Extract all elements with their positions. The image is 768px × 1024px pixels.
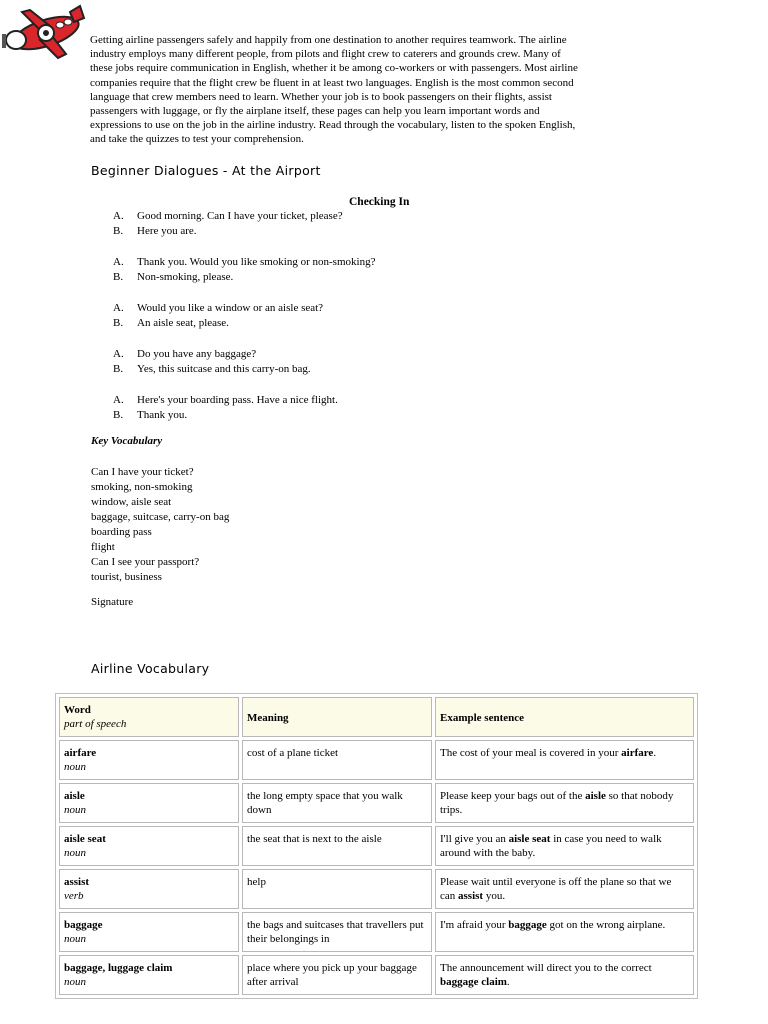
speaker-label: B. [113, 225, 124, 237]
part-of-speech: noun [64, 761, 86, 773]
speaker-label: A. [113, 210, 124, 222]
example-keyword: aisle [585, 790, 606, 802]
speaker-label: A. [113, 348, 124, 360]
dialogue-text: Thank you. Would you like smoking or non-smoking? [137, 256, 376, 268]
example-cell [435, 869, 694, 909]
table-header-row [59, 697, 694, 737]
word: baggage [64, 919, 103, 931]
intro-line: passengers with luggage, or fly the airplane itself, these pages can help you learn important words and [90, 105, 540, 118]
dialogue-line [113, 301, 533, 316]
meaning-cell: place where you pick up your baggage after arrival [242, 955, 432, 995]
intro-paragraph [90, 33, 675, 147]
word: baggage, luggage claim [64, 962, 173, 974]
table-row [59, 826, 694, 866]
key-vocabulary-item: window, aisle seat [91, 496, 172, 508]
part-of-speech: noun [64, 933, 86, 945]
example-text: I'll give you an [440, 833, 509, 845]
table-row [59, 912, 694, 952]
meaning-cell: cost of a plane ticket [242, 740, 432, 780]
word-cell [59, 740, 239, 780]
intro-line: and take the quizzes to test your comprehension. [90, 133, 304, 146]
example-keyword: baggage [508, 919, 547, 931]
table-row [59, 783, 694, 823]
dialogue-line [113, 362, 533, 377]
speaker-label: B. [113, 271, 124, 283]
dialogue-exchange [113, 347, 533, 377]
word-cell [59, 912, 239, 952]
example-keyword: baggage claim [440, 976, 507, 988]
example-text-end: so that nobody trips. [440, 790, 674, 816]
word: assist [64, 876, 90, 888]
meaning-cell: the bags and suitcases that travellers put their belongings in [242, 912, 432, 952]
meaning-cell: the long empty space that you walk down [242, 783, 432, 823]
key-vocabulary-item: tourist, business [91, 571, 162, 583]
example-cell [435, 783, 694, 823]
part-of-speech: verb [64, 890, 84, 902]
speaker-label: B. [113, 363, 124, 375]
intro-line: language that crew members need to learn. Whether your job is to book passengers on their flights, assist [90, 90, 552, 103]
example-text-end: got on the wrong airplane. [546, 919, 666, 931]
key-vocabulary-item: smoking, non-smoking [91, 481, 193, 493]
key-vocabulary-item: baggage, suitcase, carry-on bag [91, 511, 230, 523]
example-text: The announcement will direct you to the correct [440, 962, 652, 974]
intro-line: Getting airline passengers safely and happily from one destination to another requires teamwork. The airline [90, 34, 567, 46]
dialogue-exchange [113, 301, 533, 331]
speaker-label: A. [113, 302, 124, 314]
intro-line: expressions to use on the job in the airline industry. Read through the vocabulary, listen to the spoken English, [90, 119, 576, 132]
dialogue-text: An aisle seat, please. [137, 317, 229, 329]
dialogue-exchange [113, 255, 533, 285]
example-text: The cost of your meal is covered in your [440, 747, 622, 759]
example-text: Please wait until everyone is off the plane so that we can [440, 876, 672, 902]
word: airfare [64, 747, 97, 759]
header-word [59, 697, 239, 737]
dialogue-line [113, 393, 533, 408]
example-cell [435, 955, 694, 995]
example-cell [435, 912, 694, 952]
signature-text: Signature [91, 596, 134, 608]
meaning-cell: the seat that is next to the aisle [242, 826, 432, 866]
dialogue-exchange [113, 393, 533, 423]
key-vocabulary-item: boarding pass [91, 526, 152, 538]
example-text-end: . [506, 976, 510, 988]
example-text-end: in case you need to walk around with the baby. [440, 833, 662, 859]
example-keyword: assist [458, 890, 484, 902]
speaker-label: B. [113, 317, 124, 329]
dialogue-exchange [113, 209, 533, 239]
word-cell [59, 955, 239, 995]
example-keyword: airfare [621, 747, 654, 759]
dialogue-text: Good morning. Can I have your ticket, please? [137, 210, 343, 222]
vocabulary-heading: Airline Vocabulary [91, 661, 210, 676]
example-text-end: . [653, 747, 657, 759]
example-keyword: aisle seat [508, 833, 551, 845]
example-cell [435, 740, 694, 780]
key-vocabulary-item: Can I see your passport? [91, 556, 200, 568]
dialogue-text: Thank you. [137, 409, 188, 421]
dialogue [113, 209, 533, 439]
table-row [59, 740, 694, 780]
part-of-speech: noun [64, 976, 86, 988]
speaker-label: A. [113, 394, 124, 406]
word: aisle [64, 790, 85, 802]
speaker-label: B. [113, 409, 124, 421]
intro-line: industry employs many different people, from pilots and flight crew to caterers and grounds crew. Many of [90, 48, 561, 61]
key-vocabulary-list [91, 465, 229, 585]
word-cell [59, 783, 239, 823]
intro-line: these jobs require communication in English, whether it be among co-workers or with passengers. Most airline [90, 62, 578, 75]
intro-line: companies require that the flight crew be fluent in at least two languages. English is the most common second [90, 76, 574, 89]
key-vocabulary-item: Can I have your ticket? [91, 466, 194, 478]
dialogue-line [113, 270, 533, 285]
key-vocabulary-item: flight [91, 541, 115, 553]
word: aisle seat [64, 833, 106, 845]
word-cell [59, 826, 239, 866]
dialogue-heading: Beginner Dialogues - At the Airport [91, 163, 321, 178]
key-vocabulary-title: Key Vocabulary [91, 435, 163, 447]
dialogue-text: Here you are. [137, 225, 197, 237]
dialogue-title: Checking In [349, 196, 410, 208]
dialogue-text: Here's your boarding pass. Have a nice flight. [137, 394, 338, 406]
speaker-label: A. [113, 256, 124, 268]
example-text: I'm afraid your [440, 919, 509, 931]
dialogue-line [113, 408, 533, 423]
dialogue-text: Do you have any baggage? [137, 348, 257, 360]
dialogue-line [113, 255, 533, 270]
dialogue-text: Yes, this suitcase and this carry-on bag. [137, 363, 311, 375]
airplane-logo-icon [0, 0, 92, 66]
example-text: Please keep your bags out of the [440, 790, 586, 802]
dialogue-line [113, 209, 533, 224]
part-of-speech: noun [64, 847, 86, 859]
dialogue-text: Non-smoking, please. [137, 271, 234, 283]
dialogue-line [113, 347, 533, 362]
vocabulary-table [55, 693, 698, 999]
meaning-cell: help [242, 869, 432, 909]
word-cell [59, 869, 239, 909]
dialogue-line [113, 224, 533, 239]
part-of-speech: noun [64, 804, 86, 816]
header-word-label: Word [64, 704, 91, 716]
example-text-end: you. [483, 890, 506, 902]
header-example: Example sentence [435, 697, 694, 737]
dialogue-text: Would you like a window or an aisle seat? [137, 302, 324, 314]
table-row [59, 869, 694, 909]
table-row [59, 955, 694, 995]
header-meaning: Meaning [242, 697, 432, 737]
example-cell [435, 826, 694, 866]
header-pos-label: part of speech [64, 718, 127, 730]
dialogue-line [113, 316, 533, 331]
